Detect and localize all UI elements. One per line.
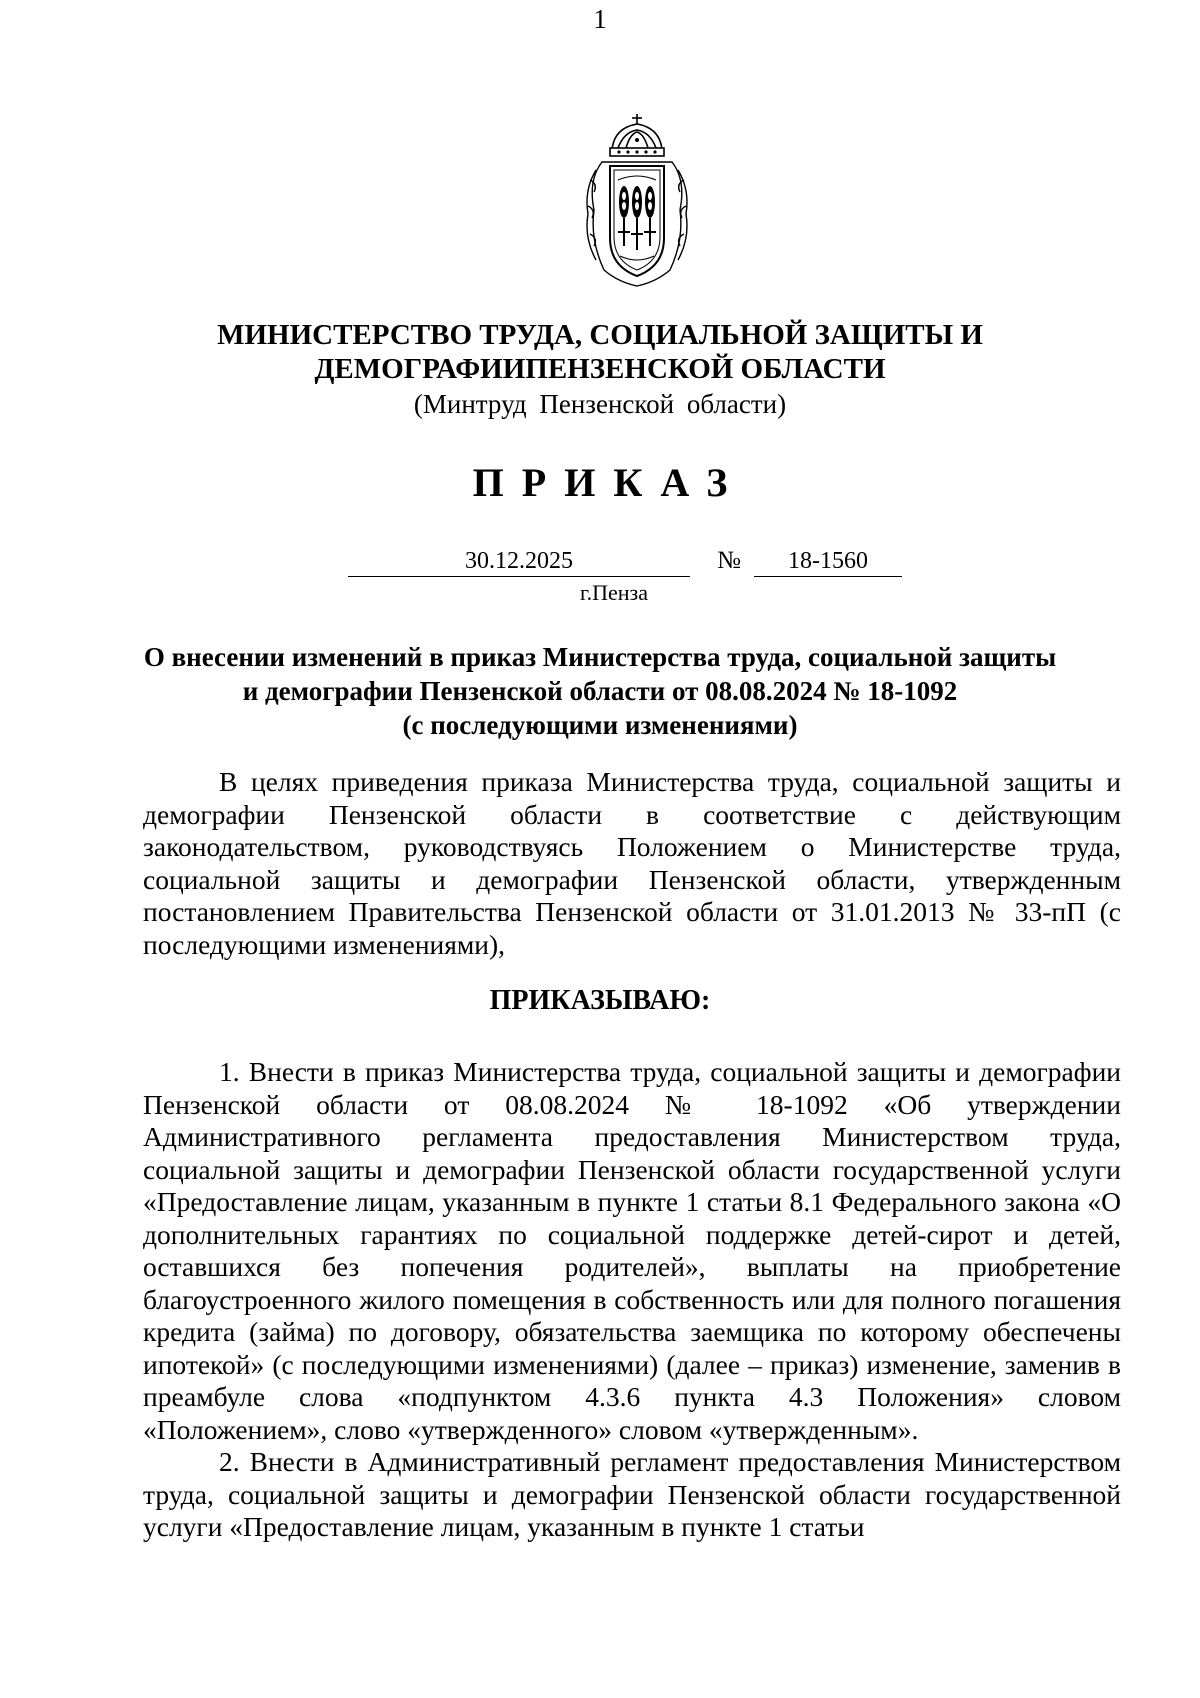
- ministry-short-name: (Минтруд Пензенской области): [413, 389, 787, 419]
- order-item-1: 1. Внести в приказ Министерства труда, социальной защиты и демографии Пензенской области от 08.08.2024 № 18-1092 «Об утверждении Административного регламента предоставления Министерством труда, социальной защиты и демографии Пензенской области государственной услуги «Предоставление лицам, указанным в пункте 1 статьи 8.1 Федерального закона «О дополнительных гарантиях по социальной поддержке детей-сирот и детей, оставшихся без попечения родителей», выплаты на приобретение благоустроенного жилого помещения в собственность или для полного погашения кредита (займа) по договору, обязательства заемщика по которому обеспечены ипотекой» (с последующими изменениями) (далее – приказ) изменение, заменив в преамбуле слова «подпунктом 4.3.6 пункта 4.3 Положения» словом «Положением», слово «утвержденного» словом «утвержденным».: [143, 1056, 1121, 1445]
- preamble-paragraph: В целях приведения приказа Министерства труда, социальной защиты и демографии Пензенской области в соответствие с действующим законодательством, руководствуясь Положением о Министерстве труда, социальной защиты и демографии Пензенской области, утвержденным постановлением Правительства Пензенской области от 31.01.2013 № 33-пП (с последующими изменениями),: [143, 766, 1121, 960]
- coat-of-arms-emblem-icon: [574, 110, 700, 290]
- order-word: ПРИКАЗЫВАЮ:: [489, 985, 711, 1016]
- order-number: 18-1560: [754, 546, 902, 577]
- page-number: 1: [593, 4, 607, 34]
- order-subject: [130, 640, 1070, 742]
- preamble: [143, 766, 1121, 961]
- number-sign: №: [717, 547, 741, 574]
- order-item-2: 2. Внести в Административный регламент предоставления Министерством труда, социальной защиты и демографии Пензенской области государственной услуги «Предоставление лицам, указанным в пункте 1 статьи: [143, 1446, 1121, 1542]
- ministry-name-line-1: МИНИСТЕРСТВО ТРУДА, СОЦИАЛЬНОЙ ЗАЩИТЫ И: [217, 319, 983, 351]
- subject-line-2: и демографии Пензенской области от 08.08.2024 № 18-1092: [242, 676, 958, 706]
- order-items: [143, 1056, 1121, 1544]
- ministry-name: [0, 318, 1200, 386]
- city: г.Пенза: [580, 580, 648, 605]
- ministry-name-line-2: ДЕМОГРАФИИПЕНЗЕНСКОЙ ОБЛАСТИ: [314, 353, 886, 385]
- subject-line-3: (с последующими изменениями): [402, 710, 798, 740]
- order-date: 30.12.2025: [348, 546, 690, 577]
- document-type-heading: ПРИКАЗ: [472, 460, 746, 505]
- subject-line-1: О внесении изменений в приказ Министерства труда, социальной защиты: [143, 642, 1057, 672]
